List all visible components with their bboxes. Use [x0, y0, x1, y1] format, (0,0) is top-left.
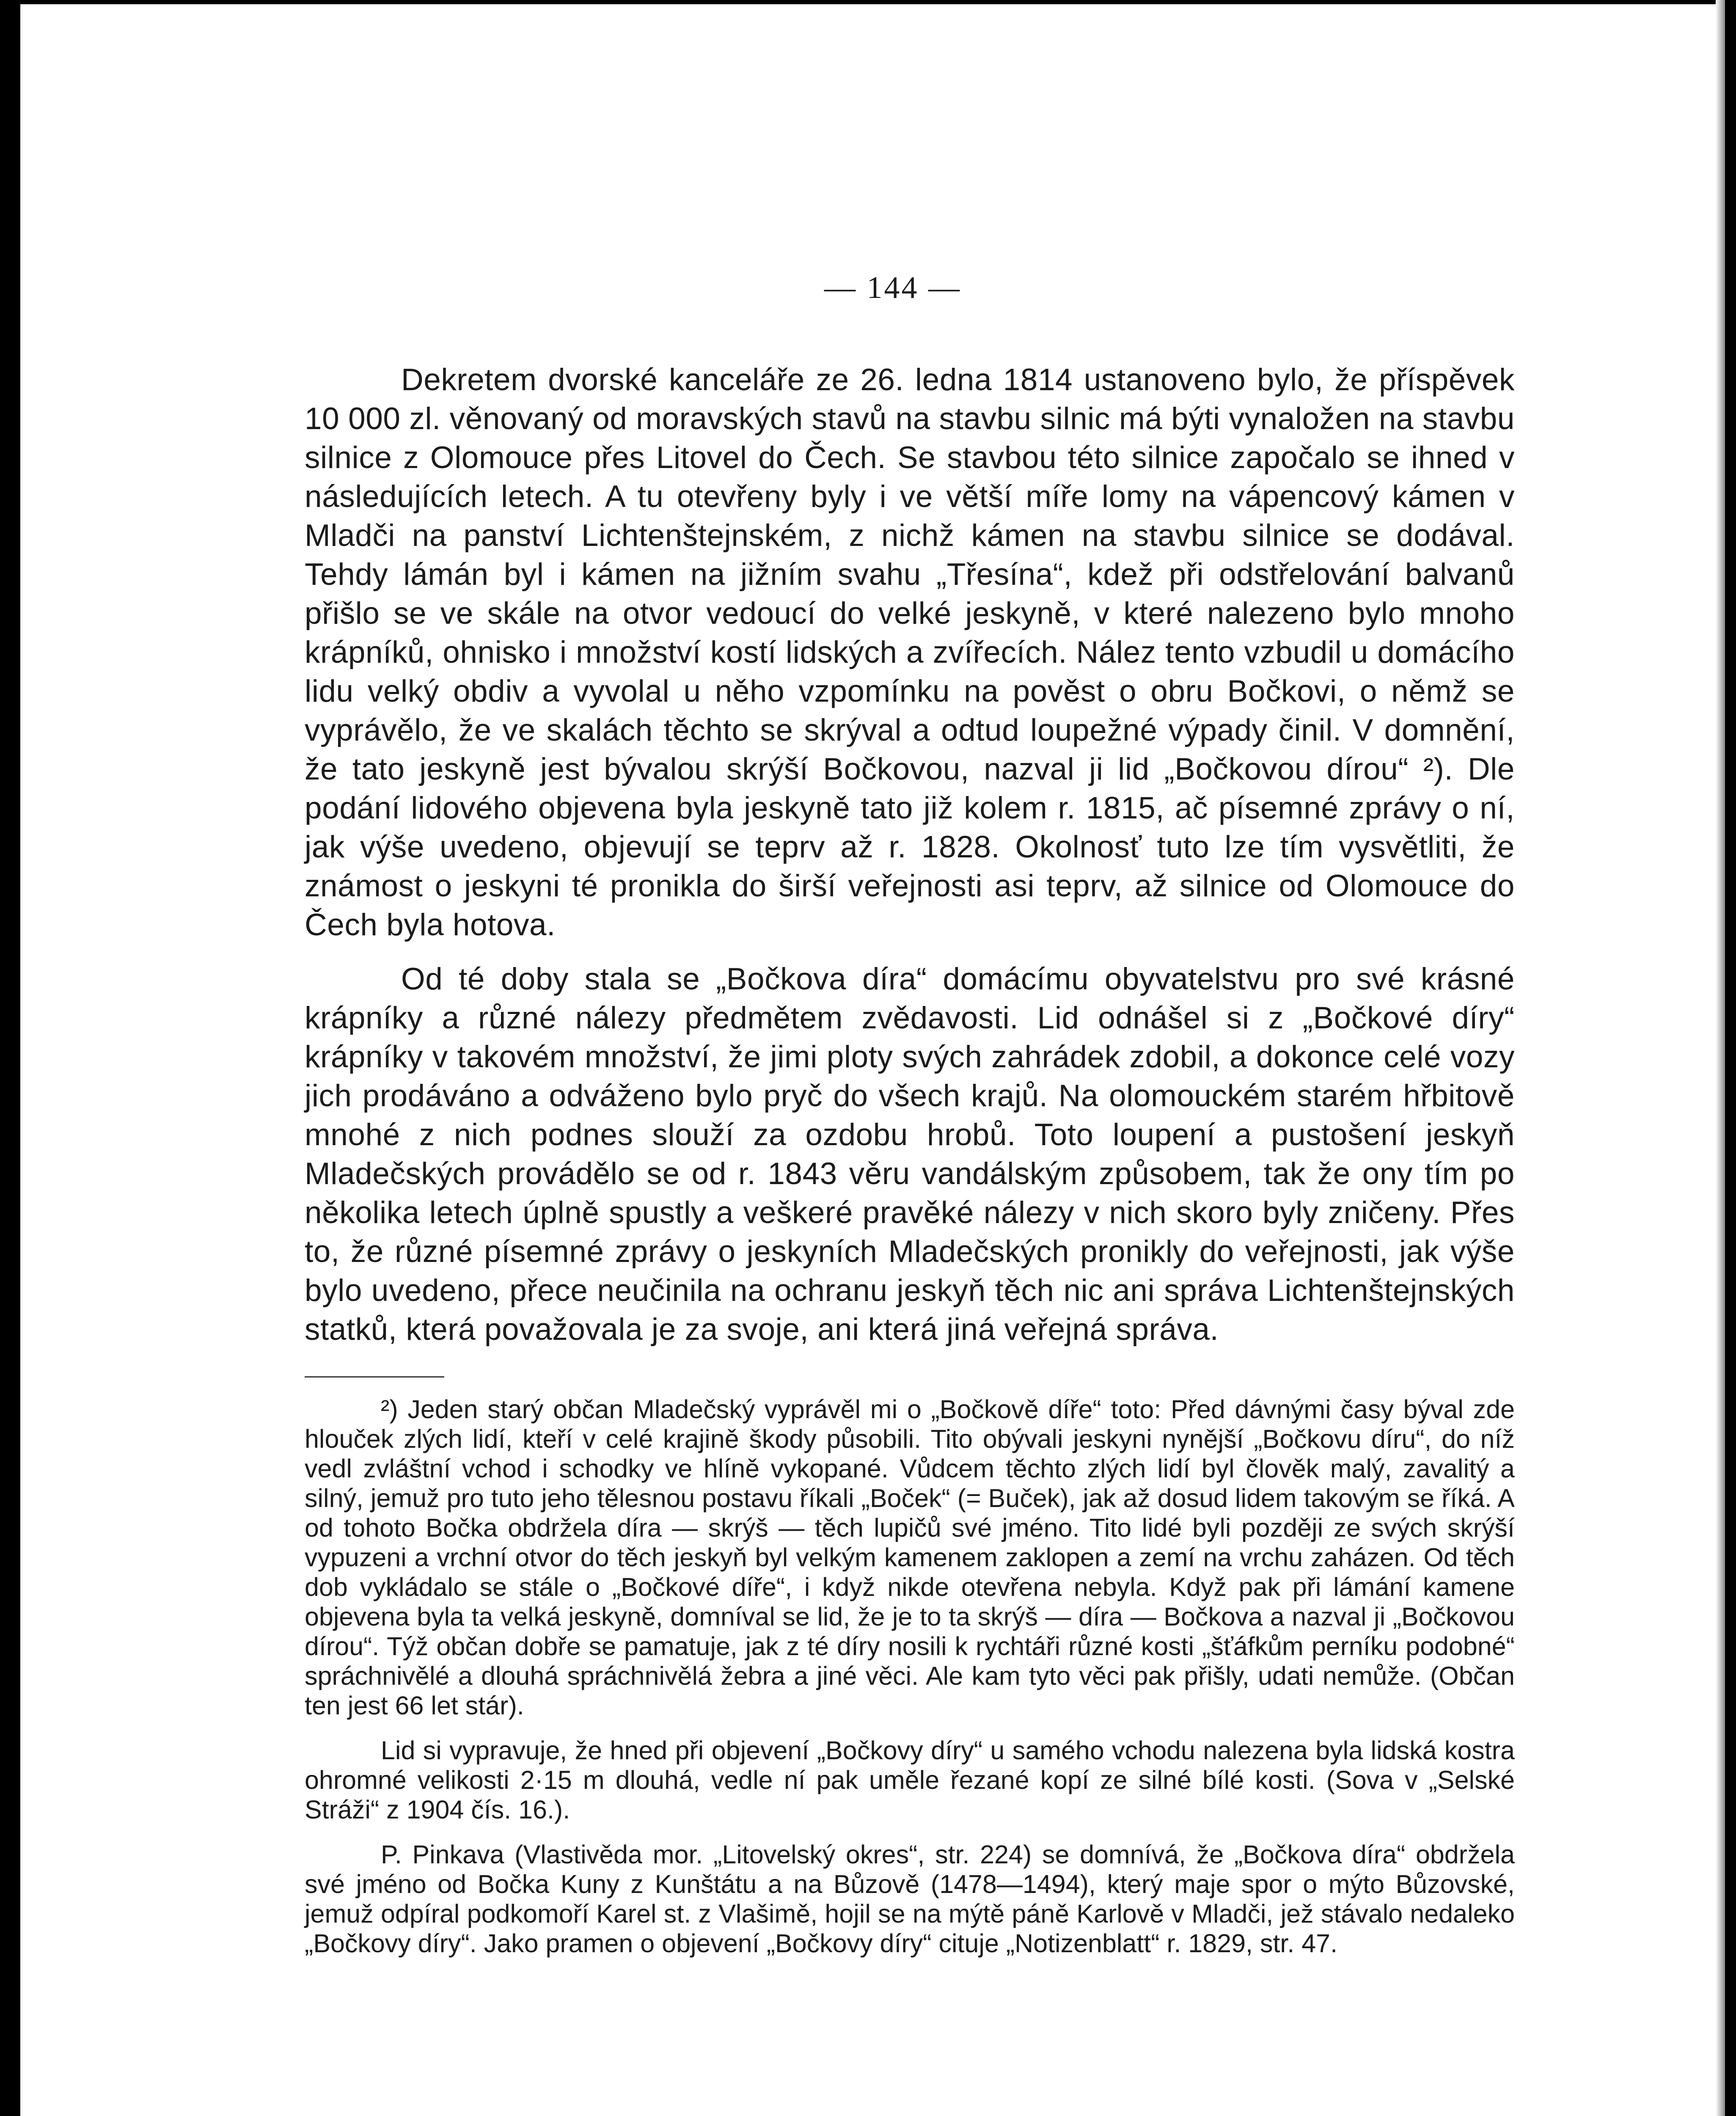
scan-right-edge [1725, 0, 1736, 2116]
footnote-paragraph: P. Pinkava (Vlastivěda mor. „Litovelský okres“, str. 224) se domnívá, že „Bočkova díra“ obdržela své jméno od Bočka Kuny z Kunštátu a na Bůzově (1478—1494), který maje spor o mýto Bůzovské, jemuž odpíral podkomoří Karel st. z Vlašimě, hojil se na mýtě páně Karlově v Mladči, jež stávalo nedaleko „Bočkovy díry“. Jako pramen o objevení „Bočkovy díry“ cituje „Notizenblatt“ r. 1829, str. 47. [305, 1840, 1515, 1958]
footnote-separator [305, 1376, 444, 1378]
body-paragraph: Od té doby stala se „Bočkova díra“ domácímu obyvatelstvu pro své krásné krápníky a různé nálezy předmětem zvědavosti. Lid odnášel si z „Bočkové díry“ krápníky v takovém množství, že jimi ploty svých zahrádek zdobil, a dokonce celé vozy jich prodáváno a odváženo bylo pryč do všech krajů. Na olomouckém starém hřbitově mnohé z nich podnes slouží za ozdobu hrobů. Toto loupení a pustošení jeskyň Mladečských provádělo se od r. 1843 věru vandálským způsobem, tak že ony tím po několika letech úplně spustly a veškeré pravěké nálezy v nich skoro byly zničeny. Přes to, že různé písemné zprávy o jeskyních Mladečských pronikly do veřejnosti, jak výše bylo uvedeno, přece neučinila na ochranu jeskyň těch nic ani správa Lichtenštejnských statků, která považovala je za svoje, ani která jiná veřejná správa. [305, 962, 1515, 1347]
scan-right-shadow [1716, 0, 1725, 2116]
footnote-paragraph: Lid si vypravuje, že hned při objevení „Bočkovy díry“ u samého vchodu nalezena byla lidská kostra ohromné velikosti 2·15 m dlouhá, vedle ní pak uměle řezané kopí ze silné bílé kosti. (Sova v „Selské Stráži“ z 1904 čís. 16.). [305, 1736, 1515, 1824]
footnote-paragraph: ²) Jeden starý občan Mladečský vyprávěl mi o „Bočkově díře“ toto: Před dávnými časy býval zde hlouček zlých lidí, kteří v celé krajině škody působili. Tito obývali jeskyni nynější „Bočkovu díru“, do níž vedl zvláštní vchod i schodky ve hlíně vykopané. Vůdcem těchto zlých lidí byl člověk malý, zavalitý a silný, jemuž pro tuto jeho tělesnou postavu říkali „Boček“ (= Buček), jak až dosud lidem takovým se říká. A od tohoto Bočka obdržela díra — skrýš — těch lupičů své jméno. Tito lidé byli později ze svých skrýší vypuzeni a vrchní otvor do těch jeskyň byl velkým kamenem zaklopen a zemí na vrchu zaházen. Od těch dob vykládalo se stále o „Bočkové díře“, i když nikde otevřena nebyla. Když pak při lámání kamene objevena byla ta velká jeskyně, domníval se lid, že je to ta skrýš — díra — Bočkova a nazval ji „Bočkovou dírou“. Týž občan dobře se pamatuje, jak z té díry nosili k rychtáři různé kosti „šťáfkům perníku podobné“ spráchnivělé a dlouhá spráchnivělá žebra a jiné věci. Ale kam tyto věci pak přišly, udati nemůže. (Občan ten jest 66 let stár). [305, 1395, 1515, 1720]
body-text [305, 361, 1515, 1349]
page-number: — 144 — [824, 270, 961, 305]
body-paragraph: Dekretem dvorské kanceláře ze 26. ledna 1814 ustanoveno bylo, že příspěvek 10 000 zl. věnovaný od moravských stavů na stavbu silnic má býti vynaložen na stavbu silnice z Olomouce přes Litovel do Čech. Se stavbou této silnice započalo se ihned v následujících letech. A tu otevřeny byly i ve větší míře lomy na vápencový kámen v Mladči na panství Lichtenštejnském, z nichž kámen na stavbu silnice se dodával. Tehdy lámán byl i kámen na jižním svahu „Třesína“, kdež při odstřelování balvanů přišlo se ve skále na otvor vedoucí do velké jeskyně, v které nalezeno bylo mnoho krápníků, ohnisko i množství kostí lidských a zvířecích. Nález tento vzbudil u domácího lidu velký obdiv a vyvolal u něho vzpomínku na pověst o obru Bočkovi, o němž se vyprávělo, že ve skalách těchto se skrýval a odtud loupežné výpady činil. V domnění, že tato jeskyně jest bývalou skrýší Bočkovou, nazval ji lid „Bočkovou dírou“ ²). Dle podání lidového objevena byla jeskyně tato již kolem r. 1815, ač písemné zprávy o ní, jak výše uvedeno, objevují se teprv až r. 1828. Okolnosť tuto lze tím vysvětliti, že známost o jeskyni té pronikla do širší veřejnosti asi teprv, až silnice od Olomouce do Čech byla hotova. [305, 363, 1515, 942]
scan-top-edge [0, 0, 1736, 4]
footnotes [305, 1394, 1515, 1958]
page-content [305, 361, 1515, 1958]
scan-left-edge [0, 0, 20, 2116]
